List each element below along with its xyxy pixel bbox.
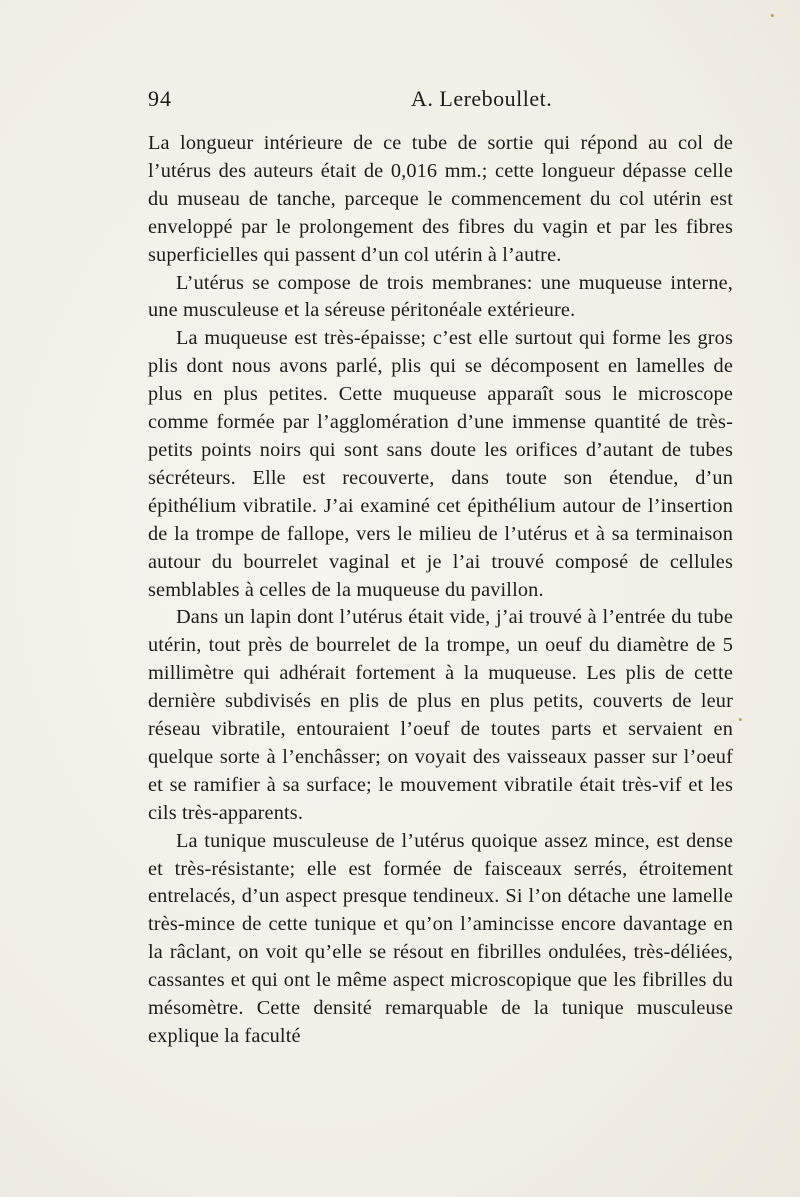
paragraph: Dans un lapin dont l’utérus était vide, j’ai trouvé à l’entrée du tube utérin, tout près de bourrelet de la trompe, un oeuf du diamètre de 5 millimètre qui adhérait fortement à la muqueuse. Les plis de cette dernière subdivisés en plis de plus en plus petits, couverts de leur réseau vibratile, entouraient l’oeuf de toutes parts et servaient en quelque sorte à l’enchâsser; on voyait des vaisseaux passer sur l’oeuf et se ramifier à sa surface; le mouvement vibratile était très-vif et les cils très-apparents. — [148, 606, 733, 824]
running-head: A. Lereboullet. — [411, 86, 553, 111]
paragraph: La longueur intérieure de ce tube de sortie qui répond au col de l’utérus des auteurs était de 0,016 mm.; cette longueur dépasse celle du museau de tanche, parceque le commencement du col utérin est enveloppé par le prolongement des fibres du vagin et par les fibres superficielles qui passent d’un col utérin à l’autre. — [148, 132, 733, 266]
paragraph: La tunique musculeuse de l’utérus quoique assez mince, est dense et très-résistante; elle est formée de faisceaux serrés, étroitement entrelacés, d’un aspect presque tendineux. Si l’on détache une lamelle très-mince de cette tunique et qu’on l’amincisse encore davantage en la râclant, on voit qu’elle se résout en fibrilles ondulées, très-déliées, cassantes et qui ont le même aspect microscopique que les fibrilles du mésomètre. Cette densité remarquable de la tunique musculeuse explique la faculté — [148, 829, 733, 1047]
paragraph: La muqueuse est très-épaisse; c’est elle surtout qui forme les gros plis dont nous avons parlé, plis qui se décomposent en lamelles de plus en plus petites. Cette muqueuse apparaît sous le microscope comme formée par l’agglomération d’une immense quantité de très-petits points noirs qui sont sans doute les orifices d’autant de tubes sécréteurs. Elle est recouverte, dans toute son étendue, d’un épithélium vibratile. J’ai examiné cet épithélium autour de l’insertion de la trompe de fallope, vers le milieu de l’utérus et à sa terminaison autour du bourrelet vaginal et je l’ai trouvé composé de cellules semblables à celles de la muqueuse du pavillon. — [148, 327, 733, 601]
page-header — [148, 86, 728, 116]
paper-speck: • — [770, 8, 775, 23]
paragraph: L’utérus se compose de trois membranes: une muqueuse interne, une musculeuse et la séreuse péritonéale extérieure. — [148, 271, 733, 322]
body-text — [148, 130, 733, 1051]
paper-speck: • — [738, 712, 743, 727]
page-number: 94 — [148, 86, 172, 111]
